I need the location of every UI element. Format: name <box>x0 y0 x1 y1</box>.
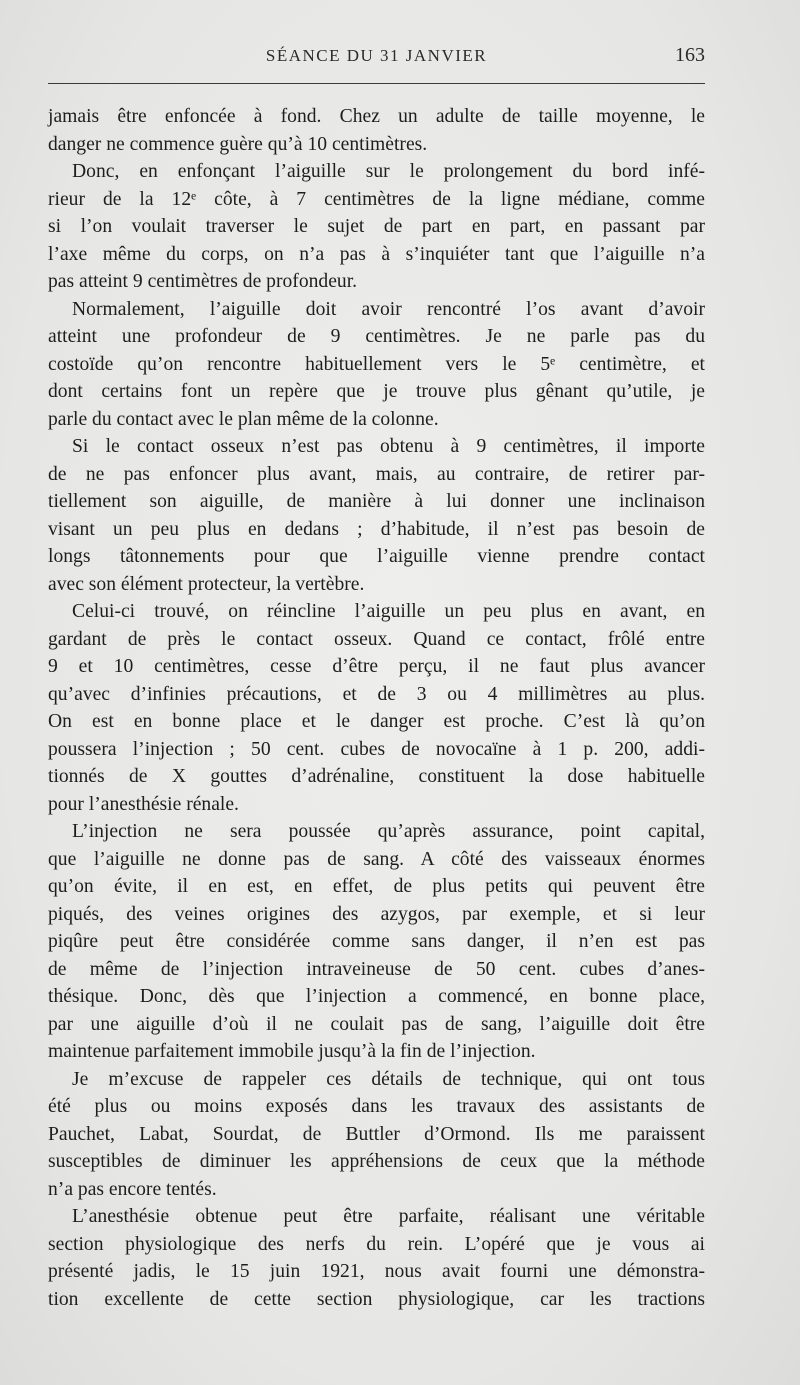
text-line: 9 et 10 centimètres, cesse d’être perçu, il ne faut plus avancer <box>48 656 705 677</box>
text-line: jamais être enfoncée à fond. Chez un adulte de taille moyenne, le <box>48 106 705 127</box>
text-line: l’axe même du corps, on n’a pas à s’inquiéter tant que l’aiguille n’a <box>48 243 705 265</box>
text-line: de ne pas enfoncer plus avant, mais, au contraire, de retirer par- <box>48 463 705 485</box>
text-line: n’a pas encore tentés. <box>48 1178 217 1200</box>
text-line: Celui-ci trouvé, on réincline l’aiguille un peu plus en avant, en <box>72 601 705 622</box>
text-line: tionnés de X gouttes d’adrénaline, constituent la dose habituelle <box>48 766 705 787</box>
text-line: longs tâtonnements pour que l’aiguille vienne prendre contact <box>48 546 705 567</box>
text-line: On est en bonne place et le danger est proche. C’est là qu’on <box>48 711 705 732</box>
text-line: tiellement son aiguille, de manière à lui donner une inclinaison <box>48 491 705 512</box>
text-line: rieur de la 12ᵉ côte, à 7 centimètres de la ligne médiane, comme <box>48 188 705 210</box>
text-line: qu’on évite, il en est, en effet, de plus petits qui peuvent être <box>48 876 705 897</box>
body-text <box>48 103 705 1313</box>
text-line: tion excellente de cette section physiologique, car les tractions <box>48 1288 705 1310</box>
text-line: visant un peu plus en dedans ; d’habitude, il n’est pas besoin de <box>48 518 705 540</box>
text-line: piqués, des veines origines des azygos, par exemple, et si leur <box>48 903 705 925</box>
text-line: susceptibles de diminuer les appréhensions de ceux que la méthode <box>48 1151 705 1172</box>
text-line: costoïde qu’on rencontre habituellement vers le 5ᵉ centimètre, et <box>48 353 705 375</box>
running-head <box>48 46 705 72</box>
text-line: L’injection ne sera poussée qu’après assurance, point capital, <box>72 821 705 842</box>
text-line: présenté jadis, le 15 juin 1921, nous avait fourni une démonstra- <box>48 1261 705 1282</box>
text-line: Pauchet, Labat, Sourdat, de Buttler d’Ormond. Ils me paraissent <box>48 1123 705 1145</box>
text-line: par une aiguille d’où il ne coulait pas de sang, l’aiguille doit être <box>48 1013 705 1035</box>
text-line: gardant de près le contact osseux. Quand ce contact, frôlé entre <box>48 628 705 650</box>
page-number: 163 <box>675 44 705 66</box>
text-line: qu’avec d’infinies précautions, et de 3 ou 4 millimètres au plus. <box>48 683 705 705</box>
text-line: que l’aiguille ne donne pas de sang. A côté des vaisseaux énormes <box>48 848 705 870</box>
text-line: de même de l’injection intraveineuse de 50 cent. cubes d’anes- <box>48 958 705 980</box>
text-line: si l’on voulait traverser le sujet de part en part, en passant par <box>48 216 705 237</box>
text-line: Si le contact osseux n’est pas obtenu à 9 centimètres, il importe <box>72 436 705 457</box>
text-line: pas atteint 9 centimètres de profondeur. <box>48 271 358 292</box>
text-line: pour l’anesthésie rénale. <box>48 793 239 815</box>
text-line: été plus ou moins exposés dans les travaux des assistants de <box>48 1096 705 1117</box>
text-line: Je m’excuse de rappeler ces détails de technique, qui ont tous <box>72 1068 705 1090</box>
text-line: parle du contact avec le plan même de la colonne. <box>48 408 439 430</box>
text-line: piqûre peut être considérée comme sans danger, il n’en est pas <box>48 931 705 952</box>
header-rule <box>48 83 705 85</box>
text-line: avec son élément protecteur, la vertèbre. <box>48 573 365 595</box>
text-line: atteint une profondeur de 9 centimètres. Je ne parle pas du <box>48 326 705 347</box>
text-line: Normalement, l’aiguille doit avoir rencontré l’os avant d’avoir <box>72 298 705 320</box>
text-line: maintenue parfaitement immobile jusqu’à la fin de l’injection. <box>48 1041 536 1062</box>
text-line: L’anesthésie obtenue peut être parfaite, réalisant une véritable <box>72 1206 705 1227</box>
text-line: section physiologique des nerfs du rein. L’opéré que je vous ai <box>48 1233 705 1255</box>
text-line: danger ne commence guère qu’à 10 centimètres. <box>48 133 428 155</box>
running-title: SÉANCE DU 31 JANVIER <box>265 46 488 65</box>
text-line: thésique. Donc, dès que l’injection a commencé, en bonne place, <box>48 986 705 1007</box>
text-line: poussera l’injection ; 50 cent. cubes de novocaïne à 1 p. 200, addi- <box>48 738 705 760</box>
text-line: Donc, en enfonçant l’aiguille sur le prolongement du bord infé- <box>72 161 705 182</box>
text-line: dont certains font un repère que je trouve plus gênant qu’utile, je <box>48 381 705 402</box>
